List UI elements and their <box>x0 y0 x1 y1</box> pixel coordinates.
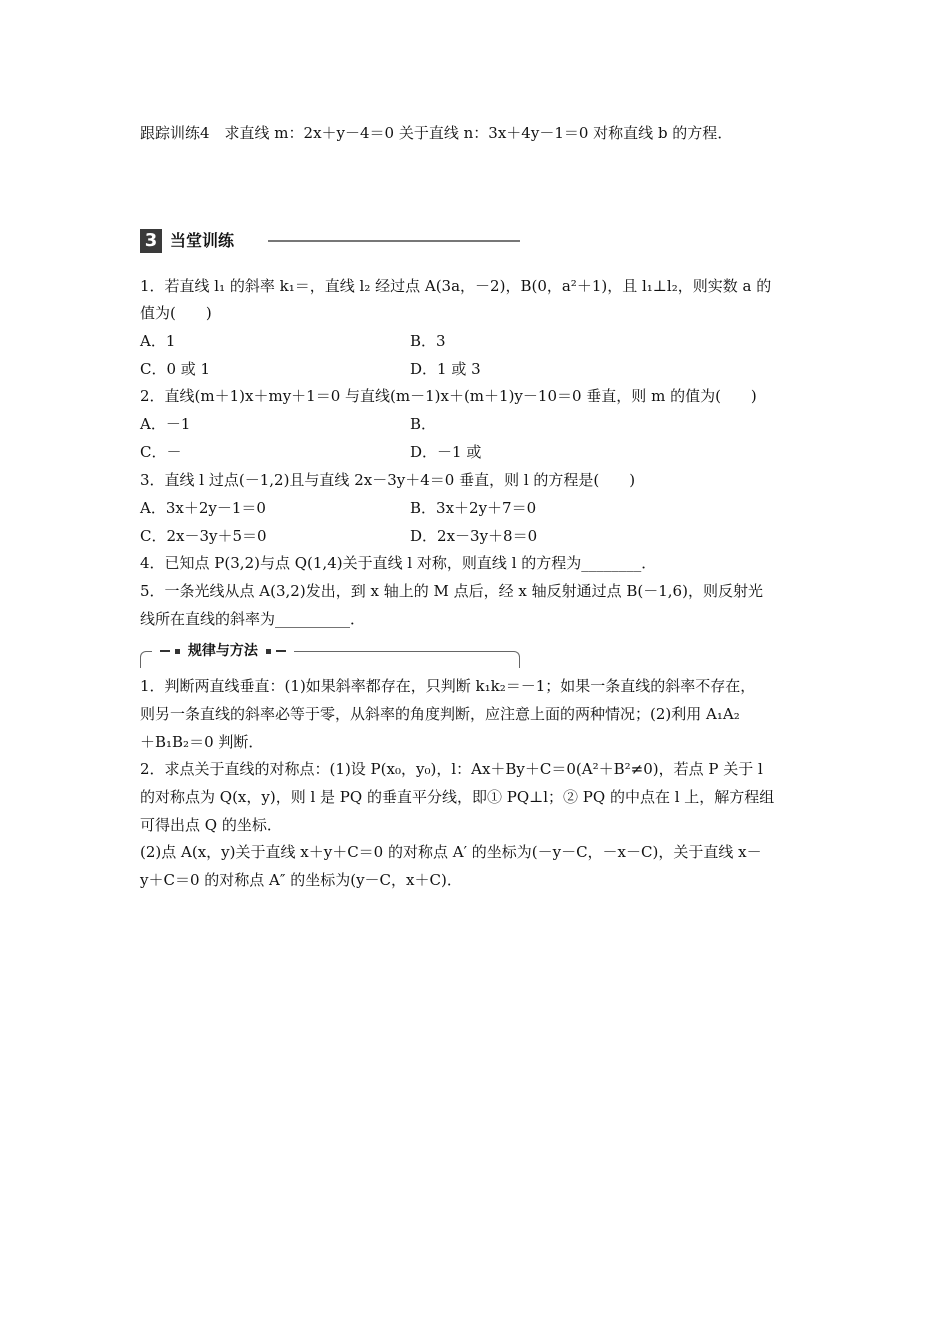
section-header <box>140 229 522 253</box>
q1-stem-line2: 值为( ) <box>140 304 212 322</box>
dash-decoration-icon <box>276 650 286 652</box>
square-bullet-icon <box>175 649 180 654</box>
q1-option-b: B．3 <box>410 332 446 350</box>
q3-option-b: B．3x＋2y＋7＝0 <box>410 499 537 517</box>
q1-stem-line1: 1．若直线 l₁ 的斜率 k₁＝，直线 l₂ 经过点 A(3a，－2)，B(0，a²＋1)，且 l₁⊥l₂，则实数 a 的 <box>140 277 772 295</box>
q3-option-d: D．2x－3y＋8＝0 <box>410 527 538 545</box>
q1-option-c: C．0 或 1 <box>140 360 211 378</box>
q5-stem-line2: 线所在直线的斜率为__________． <box>140 610 366 628</box>
section-number: 3 <box>140 229 162 253</box>
method-p2-line1: 2．求点关于直线的对称点：(1)设 P(x₀，y₀)，l：Ax＋By＋C＝0(A²＋B²≠0)，若点 P 关于 l <box>140 760 763 778</box>
q2-option-a: A．－1 <box>140 415 191 433</box>
q4-stem: 4．已知点 P(3,2)与点 Q(1,4)关于直线 l 对称，则直线 l 的方程为________． <box>140 554 657 572</box>
method-p2-line2: 的对称点为 Q(x，y)，则 l 是 PQ 的垂直平分线，即① PQ⊥l；② PQ 的中点在 l 上，解方程组 <box>140 788 775 806</box>
q5-stem-line1: 5．一条光线从点 A(3,2)发出，到 x 轴上的 M 点后，经 x 轴反射通过点 B(－1,6)，则反射光 <box>140 582 763 600</box>
section-title: 当堂训练 <box>170 231 235 250</box>
q3-option-c: C．2x－3y＋5＝0 <box>140 527 267 545</box>
method-p2-line3: 可得出点 Q 的坐标． <box>140 816 282 834</box>
dash-decoration-icon <box>160 650 170 652</box>
q3-stem: 3．直线 l 过点(－1,2)且与直线 2x－3y＋4＝0 垂直，则 l 的方程是( ) <box>140 471 636 489</box>
square-bullet-icon <box>266 649 271 654</box>
method-p3-line1: (2)点 A(x，y)关于直线 x＋y＋C＝0 的对称点 A′ 的坐标为(－y－C，－x－C)，关于直线 x－ <box>140 843 762 861</box>
q2-option-b: B． <box>410 415 437 433</box>
section-rule <box>268 240 520 242</box>
method-p1-line1: 1．判断两直线垂直：(1)如果斜率都存在，只判断 k₁k₂＝－1；如果一条直线的斜率不存在， <box>140 677 756 695</box>
q1-option-d: D．1 或 3 <box>410 360 481 378</box>
method-p3-line2: y＋C＝0 的对称点 A″ 的坐标为(y－C，x＋C)． <box>140 871 462 889</box>
practice-4-text: 跟踪训练4 求直线 m：2x＋y－4＝0 关于直线 n：3x＋4y－1＝0 对称直线 b 的方程． <box>140 124 733 142</box>
q2-stem: 2．直线(m＋1)x＋my＋1＝0 与直线(m－1)x＋(m＋1)y－10＝0 垂直，则 m 的值为( ) <box>140 387 757 405</box>
method-p1-line3: ＋B₁B₂＝0 判断． <box>140 733 264 751</box>
method-heading <box>152 641 294 661</box>
method-p1-line2: 则另一条直线的斜率必等于零，从斜率的角度判断，应注意上面的两种情况；(2)利用 A₁A₂ <box>140 705 740 723</box>
q2-option-c: C．－ <box>140 443 182 461</box>
q3-option-a: A．3x＋2y－1＝0 <box>140 499 266 517</box>
q1-option-a: A．1 <box>140 332 176 350</box>
q2-option-d: D．－1 或 <box>410 443 482 461</box>
method-heading-text: 规律与方法 <box>187 643 258 659</box>
